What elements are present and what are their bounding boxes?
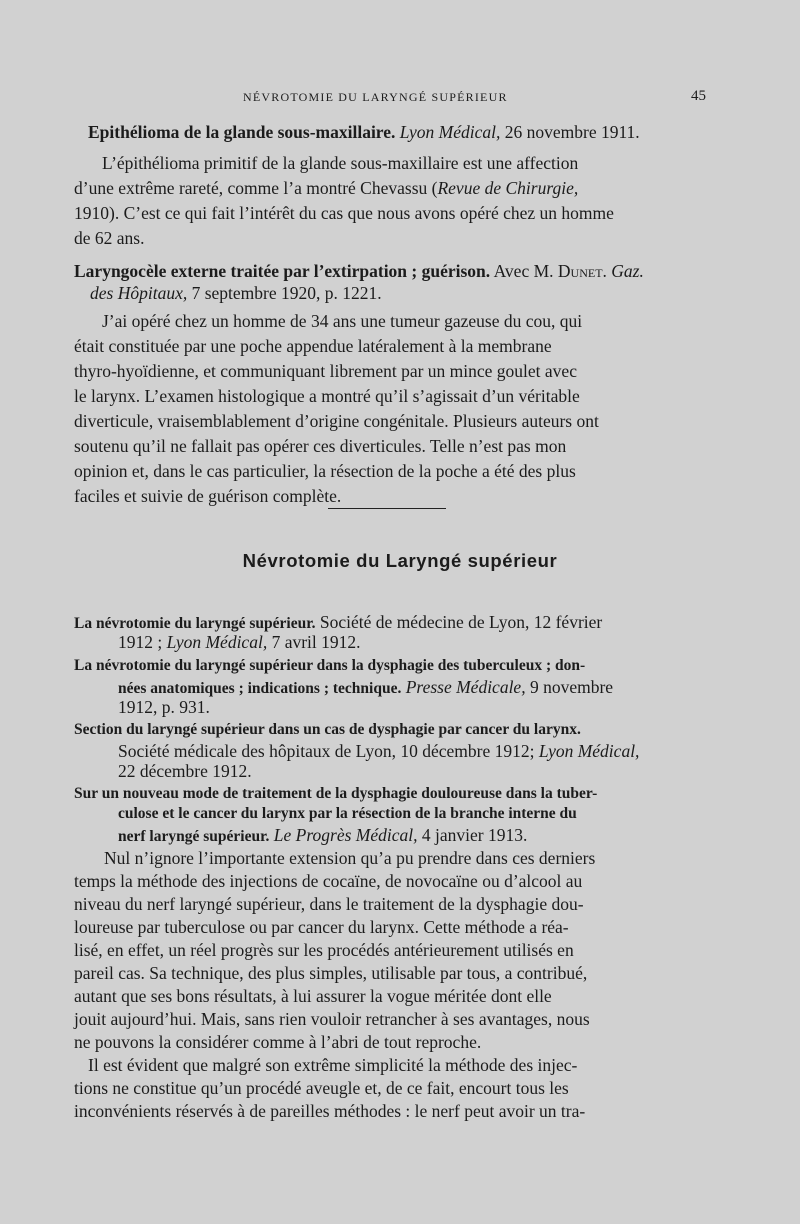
entry-source: Gaz. (606, 261, 644, 281)
page-header (0, 88, 800, 108)
reference-line (118, 825, 527, 846)
paragraph-line: thyro-hyoïdienne, et communiquant librement par un mince goulet avec (74, 361, 577, 381)
reference-line: 22 décembre 1912. (118, 761, 252, 781)
page-number: 45 (691, 88, 706, 104)
reference-date: 4 janvier 1913. (417, 825, 528, 845)
paragraph-line: J’ai opéré chez un homme de 34 ans une tumeur gazeuse du cou, qui (102, 311, 583, 331)
paragraph-line: pareil cas. Sa technique, des plus simples, utilisable par tous, a contribué, (74, 963, 588, 983)
entry-source-line (90, 283, 382, 304)
entry-source: des Hôpitaux, (90, 283, 188, 303)
running-title: NÉVROTOMIE DU LARYNGÉ SUPÉRIEUR (243, 90, 508, 104)
reference-title: La névrotomie du laryngé supérieur. (74, 615, 316, 632)
paragraph-line: Il est évident que malgré son extrême simplicité la méthode des injec- (88, 1055, 578, 1075)
paragraph-line: niveau du nerf laryngé supérieur, dans le traitement de la dysphagie dou- (74, 894, 584, 914)
paragraph-line: lisé, en effet, un réel progrès sur les procédés antérieurement utilisés en (74, 940, 574, 960)
reference-title: nerf laryngé supérieur. (118, 828, 270, 845)
paragraph-line: tions ne constitue qu’un procédé aveugle et, de ce fait, encourt tous les (74, 1078, 569, 1098)
paragraph-line: inconvénients réservés à de pareilles méthodes : le nerf peut avoir un tra- (74, 1101, 586, 1121)
reference-journal: Presse Médicale, (401, 677, 526, 697)
reference-journal: Le Progrès Médical, (269, 825, 418, 845)
reference-line: culose et le cancer du larynx par la résection de la branche interne du (118, 805, 577, 822)
reference-item: Sur un nouveau mode de traitement de la dysphagie douloureuse dans la tuber- (74, 785, 598, 802)
entry-title: Epithélioma de la glande sous-maxillaire. (88, 122, 396, 142)
reference-journal: Lyon Médical, (166, 632, 268, 652)
journal-name: Revue de Chirurgie, (437, 178, 579, 198)
reference-line: 1912, p. 931. (118, 697, 210, 717)
paragraph-line: de 62 ans. (74, 228, 145, 248)
paragraph-line: le larynx. L’examen histologique a montré qu’il s’agissait d’un véritable (74, 386, 580, 406)
entry-date: 7 septembre 1920, p. 1221. (187, 283, 382, 303)
paragraph-line: faciles et suivie de guérison complète. (74, 486, 342, 506)
paragraph-line: jouit aujourd’hui. Mais, sans rien vouloir retrancher à ses avantages, nous (74, 1009, 590, 1029)
reference-item: Section du laryngé supérieur dans un cas de dysphagie par cancer du larynx. (74, 721, 581, 738)
section-title: Névrotomie du Laryngé supérieur (242, 550, 558, 571)
paragraph-line: autant que ses bons résultats, à lui assurer la vogue méritée dont elle (74, 986, 552, 1006)
reference-line (118, 632, 361, 653)
entry-author: Dunet. (557, 261, 607, 281)
entry-heading (88, 122, 640, 143)
paragraph-line: opinion et, dans le cas particulier, la résection de la poche a été des plus (74, 461, 576, 481)
reference-date: 1912 ; (118, 632, 167, 652)
paragraph-line: 1910). C’est ce qui fait l’intérêt du cas que nous avons opéré chez un homme (74, 203, 614, 223)
reference-journal: Lyon Médical, (538, 741, 640, 761)
paragraph-line: temps la méthode des injections de cocaïne, de novocaïne ou d’alcool au (74, 871, 583, 891)
reference-item (74, 612, 602, 633)
paragraph-line: ne pouvons la considérer comme à l’abri de tout reproche. (74, 1032, 482, 1052)
paragraph-line: soutenu qu’il ne fallait pas opérer ces diverticules. Telle n’est pas mon (74, 436, 567, 456)
paragraph-line: diverticule, vraisemblablement d’origine congénitale. Plusieurs auteurs ont (74, 411, 599, 431)
reference-line (118, 677, 613, 698)
reference-source: Société médicale des hôpitaux de Lyon, 10 décembre 1912; (118, 741, 539, 761)
entry-source: Lyon Médical, (399, 122, 501, 142)
reference-title: nées anatomiques ; indications ; technique. (118, 680, 402, 697)
line-text: d’une extrême rareté, comme l’a montré Chevassu ( (74, 178, 438, 198)
entry-date: 26 novembre 1911. (500, 122, 640, 142)
paragraph-line: était constituée par une poche appendue latéralement à la membrane (74, 336, 552, 356)
entry-heading (74, 261, 644, 282)
entry-title: Laryngocèle externe traitée par l’extirpation ; guérison. (74, 261, 491, 281)
paragraph-line (74, 178, 578, 199)
paragraph-line: Nul n’ignore l’importante extension qu’a pu prendre dans ces derniers (104, 848, 596, 868)
entry-with: Avec M. (490, 261, 558, 281)
reference-line (118, 741, 639, 762)
reference-item: La névrotomie du laryngé supérieur dans la dysphagie des tuberculeux ; don- (74, 657, 586, 674)
paragraph-line: loureuse par tuberculose ou par cancer du larynx. Cette méthode a réa- (74, 917, 569, 937)
section-divider (328, 508, 446, 509)
paragraph-line: L’épithélioma primitif de la glande sous-maxillaire est une affection (102, 153, 579, 173)
reference-date: 9 novembre (525, 677, 614, 697)
reference-source: Société de médecine de Lyon, 12 février (315, 612, 603, 632)
reference-date: 7 avril 1912. (267, 632, 361, 652)
